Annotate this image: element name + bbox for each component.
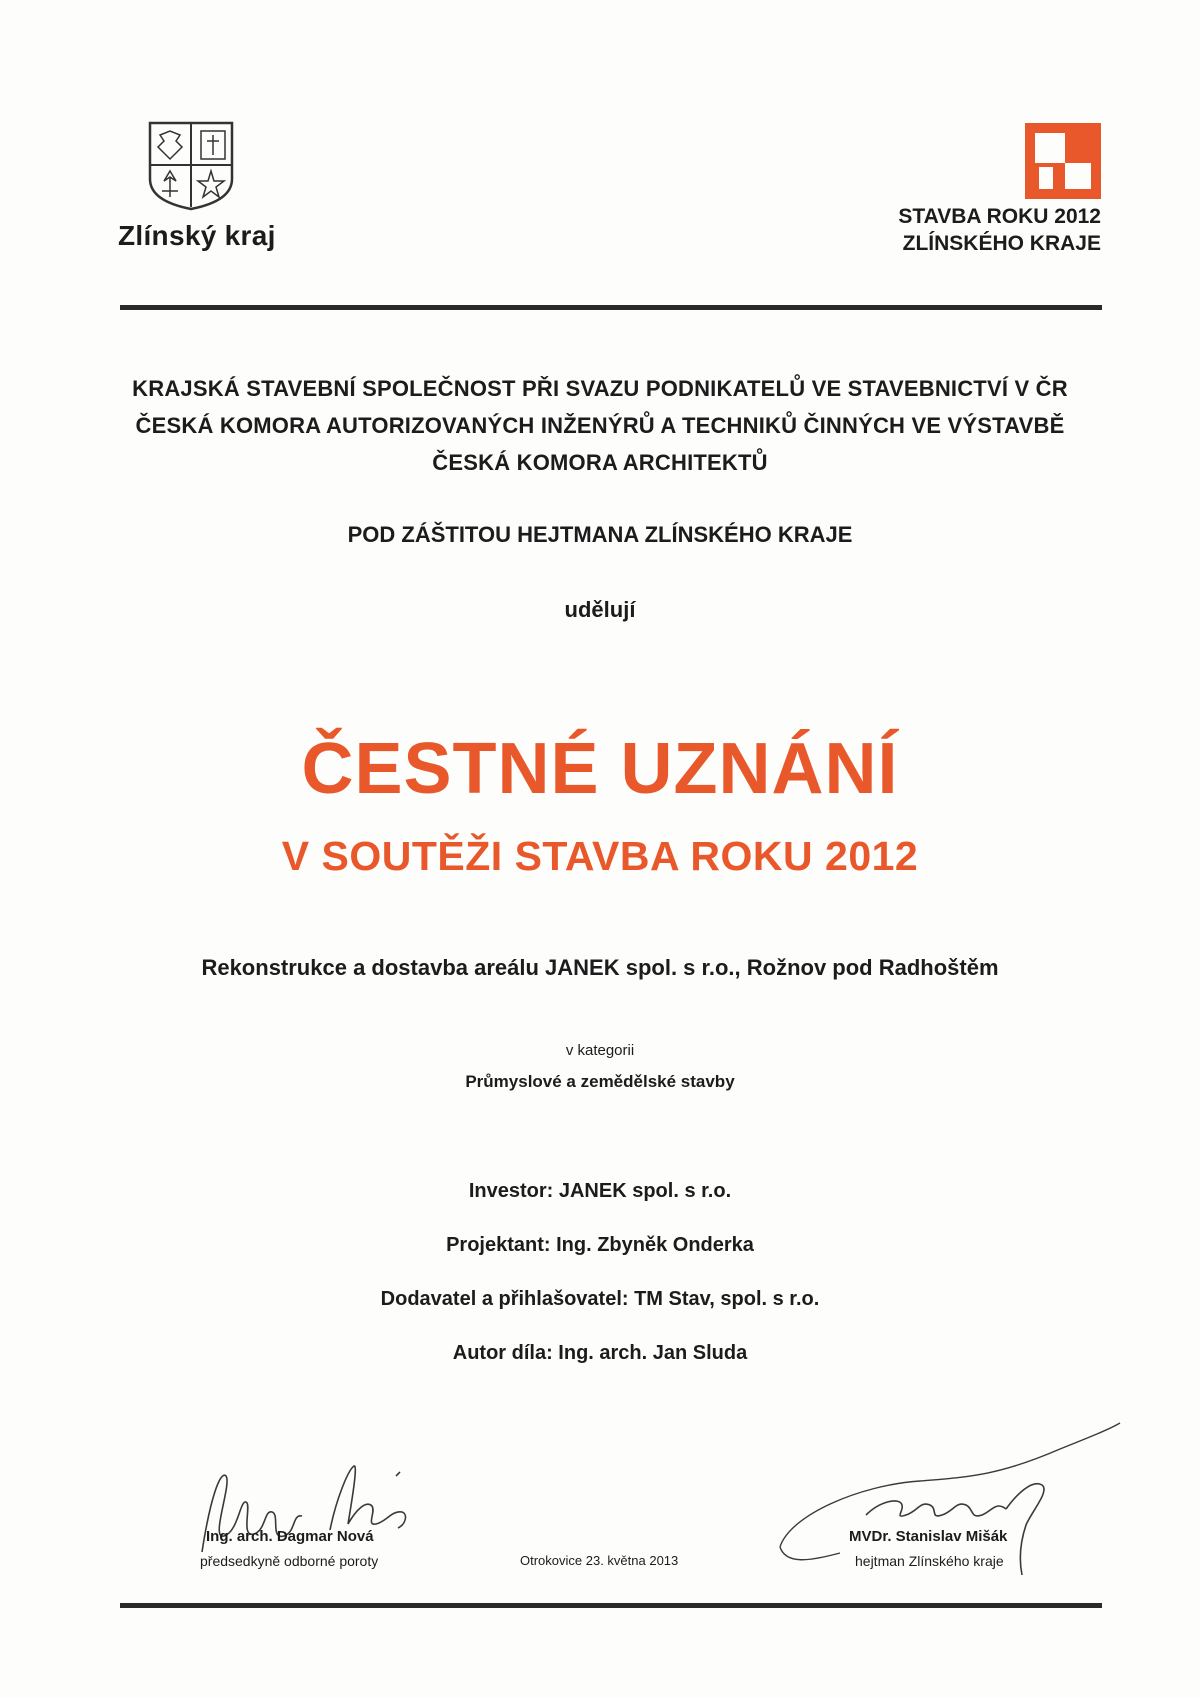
category-intro: v kategorii <box>565 1042 635 1059</box>
left-signatory-role: předsedkyně odborné poroty <box>200 1553 379 1569</box>
bottom-divider <box>120 1603 1102 1608</box>
investor-line: Investor: JANEK spol. s r.o. <box>468 1180 732 1202</box>
award-subheading: V SOUTĚŽI STAVBA ROKU 2012 <box>281 833 919 879</box>
award-heading: ČESTNÉ UZNÁNÍ <box>301 729 899 809</box>
supplier-line: Dodavatel a přihlašovatel: TM Stav, spol. s r.o. <box>380 1288 820 1310</box>
category-name: Průmyslové a zemědělské stavby <box>465 1072 735 1091</box>
place-and-date: Otrokovice 23. května 2013 <box>520 1553 679 1568</box>
award-title-line-1: STAVBA ROKU 2012 <box>898 205 1101 228</box>
region-name: Zlínský kraj <box>118 220 276 251</box>
top-divider <box>120 305 1102 310</box>
right-signatory-name: MVDr. Stanislav Mišák <box>849 1528 1008 1545</box>
grant-verb: udělují <box>564 597 636 622</box>
designer-line: Projektant: Ing. Zbyněk Onderka <box>446 1234 754 1256</box>
project-name: Rekonstrukce a dostavba areálu JANEK spol. s r.o., Rožnov pod Radhoštěm <box>201 955 999 980</box>
stavba-roku-logo-icon <box>1025 123 1101 199</box>
left-signatory-name: Ing. arch. Dagmar Nová <box>206 1528 374 1545</box>
organizer-3: ČESKÁ KOMORA ARCHITEKTŮ <box>432 450 768 475</box>
coat-of-arms-icon <box>146 119 236 211</box>
award-title-line-2: ZLÍNSKÉHO KRAJE <box>902 232 1101 255</box>
right-signatory-role: hejtman Zlínského kraje <box>855 1553 1004 1569</box>
author-line: Autor díla: Ing. arch. Jan Sluda <box>452 1342 748 1364</box>
organizer-2: ČESKÁ KOMORA AUTORIZOVANÝCH INŽENÝRŮ A TECHNIKŮ ČINNÝCH VE VÝSTAVBĚ <box>135 413 1065 438</box>
organizers <box>0 370 1200 481</box>
organizer-1: KRAJSKÁ STAVEBNÍ SPOLEČNOST PŘI SVAZU PODNIKATELŮ VE STAVEBNICTVÍ V ČR <box>132 376 1068 401</box>
award-title <box>898 203 1101 257</box>
patronage: POD ZÁŠTITOU HEJTMANA ZLÍNSKÉHO KRAJE <box>347 522 853 547</box>
